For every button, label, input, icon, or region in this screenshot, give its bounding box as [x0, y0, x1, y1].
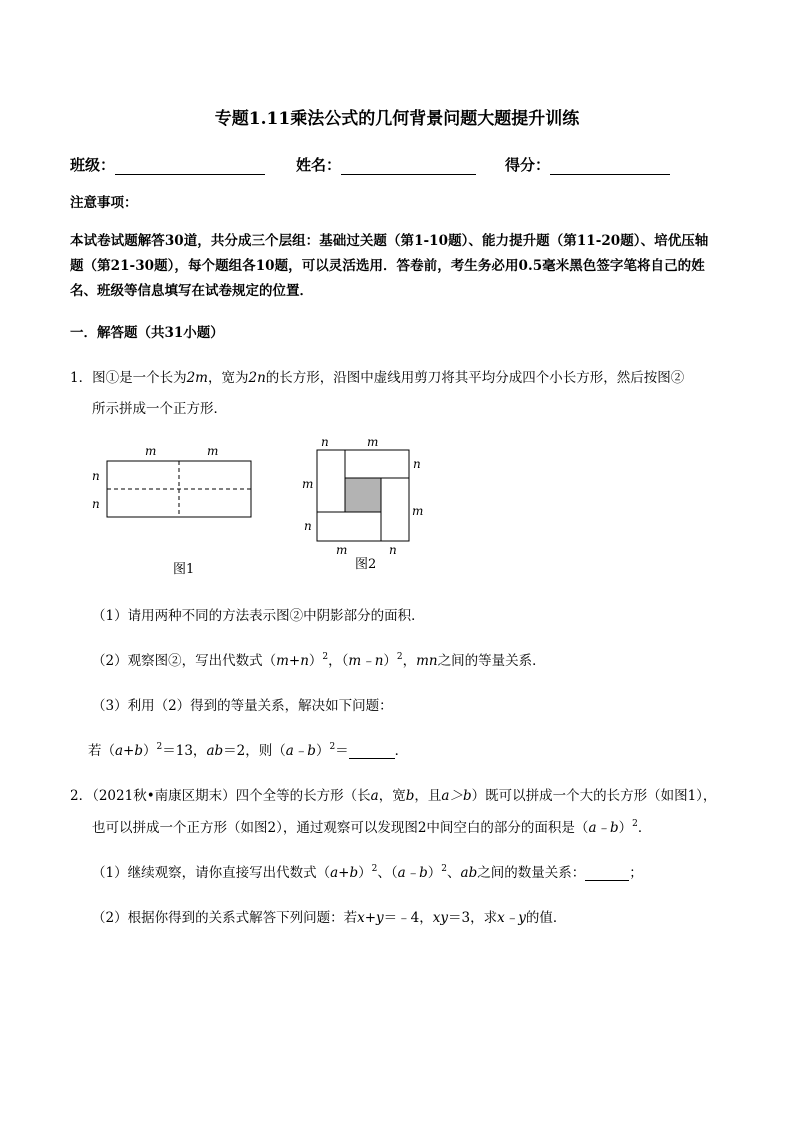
score-blank[interactable] — [550, 160, 670, 175]
question-1-line-1: 1．图①是一个长为2m，宽为2n的长方形，沿图中虚线用剪刀将其平均分成四个小长方形，然后按图② — [70, 370, 685, 386]
figure-2-label-top-n: n — [321, 435, 329, 449]
question-1-sub-2: （2）观察图②，写出代数式$(m+n)^2$，（m﹣n）$^2$，mn之间的等量关系． — [92, 652, 546, 669]
figure-2-caption: 图2 — [355, 557, 377, 572]
score-label: 得分： — [505, 156, 551, 174]
name-label: 姓名： — [296, 156, 342, 174]
figure-2-label-bottom-n: n — [389, 543, 397, 557]
notice-heading: 注意事项： — [70, 195, 138, 211]
class-label: 班级： — [70, 156, 116, 174]
figure-2-shaded-square — [345, 478, 381, 512]
page-title: 专题1.11乘法公式的几何背景问题大题提升训练 — [214, 109, 580, 129]
question-1-sub-1: （1）请用两种不同的方法表示图②中阴影部分的面积． — [92, 608, 425, 624]
question-1-line-2: 所示拼成一个正方形． — [92, 401, 227, 417]
notice-line-2: 题（第21-30题），每个题组各10题，可以灵活选用．答卷前，考生务必用0.5毫米黑色签字笔将自己的姓 — [70, 258, 705, 274]
figure-2 — [295, 432, 435, 577]
question-number: 2． — [70, 788, 93, 804]
question-number: 1． — [70, 370, 93, 386]
answer-blank[interactable] — [349, 744, 395, 759]
figure-1-label-m: m — [207, 444, 219, 458]
answer-blank[interactable] — [585, 866, 629, 881]
name-field — [296, 154, 476, 175]
figure-2-label-left-n: n — [304, 519, 312, 533]
name-blank[interactable] — [341, 160, 476, 175]
score-field — [505, 154, 670, 175]
question-1-sub-3: （3）利用（2）得到的等量关系，解决如下问题： — [92, 698, 393, 714]
section-heading: 一．解答题（共31小题） — [70, 325, 224, 341]
figure-2-label-top-m: m — [367, 435, 379, 449]
notice-line-1: 本试卷试题解答30道，共分成三个层组：基础过关题（第1-10题）、能力提升题（第11-20题）、培优压轴 — [70, 233, 709, 249]
figure-1-label-m: m — [145, 444, 157, 458]
figure-2-label-bottom-m: m — [336, 543, 348, 557]
question-2-sub-2: （2）根据你得到的关系式解答下列问题：若x+y＝﹣4，xy＝3，求x﹣y的值． — [92, 910, 567, 926]
class-blank[interactable] — [115, 160, 265, 175]
figure-2-label-right-m: m — [412, 504, 424, 518]
figure-1-label-n: n — [92, 469, 100, 483]
class-field — [70, 154, 265, 175]
figure-1 — [85, 440, 275, 580]
figure-1-caption: 图1 — [173, 562, 195, 577]
figure-2-label-left-m: m — [302, 477, 314, 491]
figure-2-label-right-n: n — [413, 457, 421, 471]
question-2-line-1: 2．（2021秋•南康区期末）四个全等的长方形（长a，宽b，且a＞b）既可以拼成一个大的长方形（如图1）， — [70, 788, 717, 804]
figure-1-label-n: n — [92, 497, 100, 511]
notice-line-3: 名、班级等信息填写在试卷规定的位置． — [70, 283, 313, 299]
question-2-line-2: 也可以拼成一个正方形（如图2），通过观察可以发现图2中间空白的部分的面积是（a﹣b）$^2$． — [92, 819, 652, 836]
question-2-sub-1: （1）继续观察，请你直接写出代数式$(a+b)^2$、（a﹣b）$^2$、ab之间的数量关系： ； — [92, 864, 643, 881]
question-1-equation: 若$(a+b)^2=13$，ab＝2，则（a﹣b）$^2$＝ ． — [88, 742, 409, 759]
